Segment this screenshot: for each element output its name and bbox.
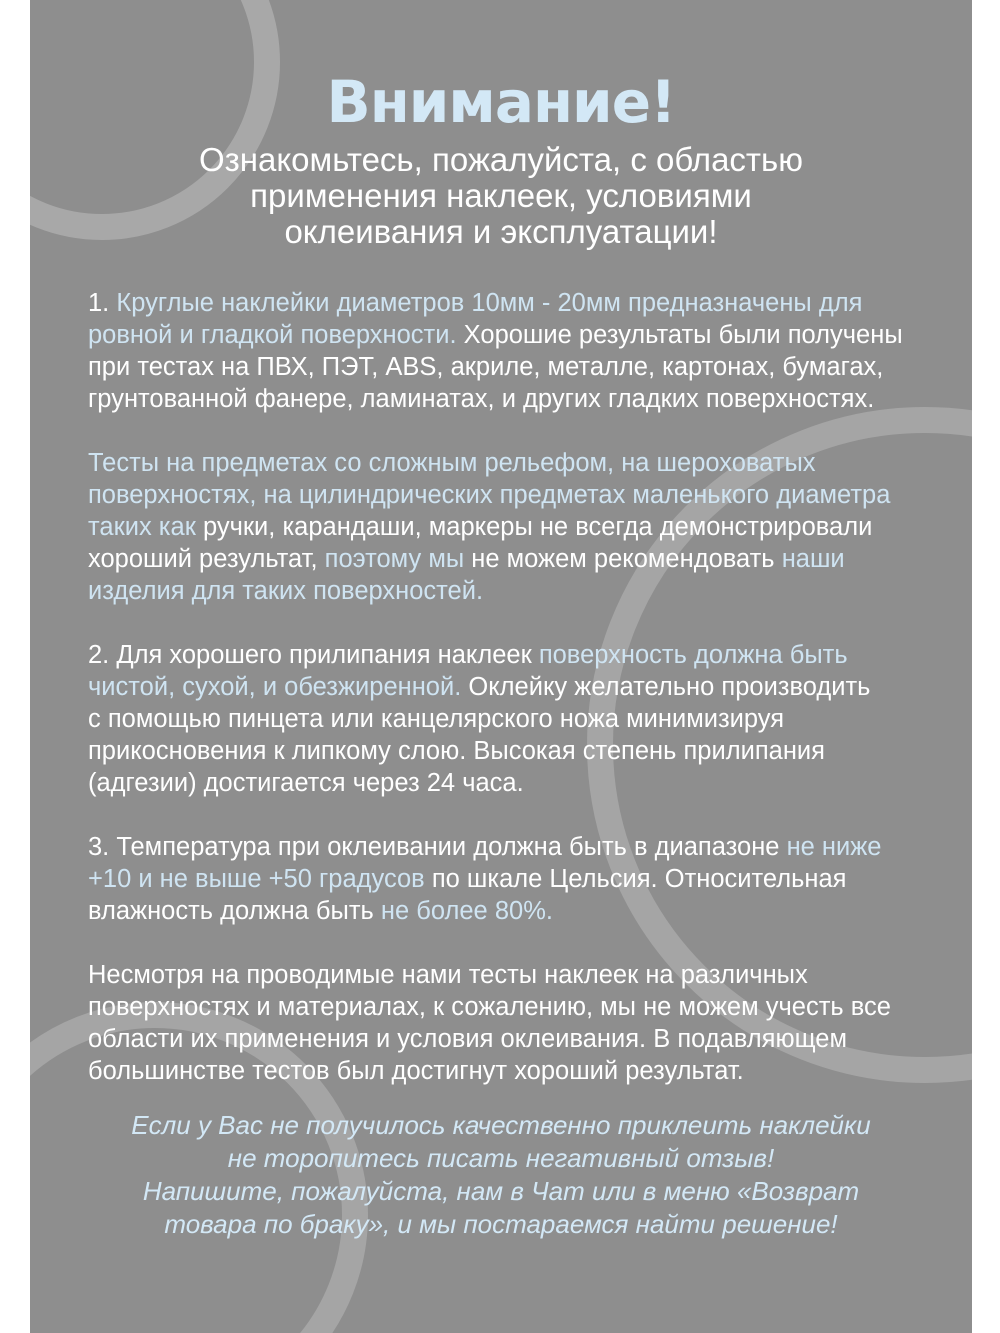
body-text: (адгезии) достигается через 24 часа.: [88, 769, 524, 797]
closing-line: товара по браку», и мы постараемся найти решение!: [164, 1209, 838, 1239]
rules-body: [88, 287, 928, 1119]
highlighted-text: не более 80%.: [380, 897, 553, 925]
paragraph-4: [88, 831, 928, 927]
paragraph-line: [88, 831, 928, 863]
paragraph-line: [88, 479, 928, 511]
body-text: не можем рекомендовать: [464, 545, 782, 573]
highlighted-text: изделия для таких поверхностей.: [88, 577, 484, 605]
paragraph-line: [88, 1023, 928, 1055]
paragraph-line: [88, 735, 928, 767]
paragraph-2: [88, 447, 928, 607]
body-text: влажность должна быть: [88, 897, 381, 925]
highlighted-text: поверхность должна быть: [538, 641, 848, 669]
paragraph-line: [88, 895, 928, 927]
paragraph-line: [88, 991, 928, 1023]
paragraph-line: [88, 319, 928, 351]
paragraph-line: [88, 543, 928, 575]
paragraph-line: [88, 511, 928, 543]
highlighted-text: наши: [781, 545, 845, 573]
paragraph-line: [88, 959, 928, 991]
body-text: большинстве тестов был достигнут хороший результат.: [88, 1057, 744, 1085]
notice-card: [30, 0, 972, 1333]
highlighted-text: чистой, сухой, и обезжиренной.: [88, 673, 462, 701]
paragraph-line: [88, 351, 928, 383]
paragraph-line: [88, 671, 928, 703]
highlighted-text: Круглые наклейки диаметров 10мм - 20мм предназначены для: [116, 289, 863, 317]
paragraph-line: [88, 447, 928, 479]
body-text: с помощью пинцета или канцелярского ножа минимизируя: [88, 705, 785, 733]
paragraph-line: [88, 1055, 928, 1087]
paragraph-1: [88, 287, 928, 415]
subtitle-line: Ознакомьтесь, пожалуйста, с областью: [199, 141, 803, 178]
body-text: 3. Температура при оклеивании должна быть в диапазоне: [88, 833, 787, 861]
closing-line: Напишите, пожалуйста, нам в Чат или в меню «Возврат: [142, 1176, 860, 1206]
paragraph-line: [88, 575, 928, 607]
subtitle-line: оклеивания и эксплуатации!: [284, 213, 718, 250]
body-text: при тестах на ПВХ, ПЭТ, ABS, акриле, металле, картонах, бумагах,: [88, 353, 884, 381]
closing-line: не торопитесь писать негативный отзыв!: [227, 1143, 775, 1173]
paragraph-3: [88, 639, 928, 799]
body-text: поверхностях и материалах, к сожалению, мы не можем учесть все: [88, 993, 891, 1021]
body-text: ручки, карандаши, маркеры не всегда демонстрировали: [195, 513, 873, 541]
paragraph-line: [88, 287, 928, 319]
paragraph-line: [88, 863, 928, 895]
paragraph-line: [88, 767, 928, 799]
highlighted-text: ровной и гладкой поверхности.: [88, 321, 457, 349]
body-text: области их применения и условия оклеивания. В подавляющем: [88, 1025, 847, 1053]
body-text: 2. Для хорошего прилипания наклеек: [88, 641, 539, 669]
closing-line: Если у Вас не получилось качественно приклеить наклейки: [131, 1110, 871, 1140]
body-text: хороший результат,: [88, 545, 325, 573]
paragraph-line: [88, 703, 928, 735]
paragraph-line: [88, 639, 928, 671]
page-title: Внимание!: [326, 68, 676, 136]
body-text: прикосновения к липкому слою. Высокая степень прилипания: [88, 737, 825, 765]
closing-note: [30, 1109, 972, 1241]
body-text: Несмотря на проводимые нами тесты наклеек на различных: [88, 961, 808, 989]
highlighted-text: поэтому мы: [324, 545, 465, 573]
paragraph-line: [88, 383, 928, 415]
highlighted-text: не ниже: [786, 833, 882, 861]
highlighted-text: поверхностях, на цилиндрических предметах маленького диаметра: [88, 481, 891, 509]
highlighted-text: таких как: [88, 513, 196, 541]
highlighted-text: Тесты на предметах со сложным рельефом, на шероховатых: [88, 449, 816, 477]
body-text: Оклейку желательно производить: [461, 673, 871, 701]
body-text: Хорошие результаты были получены: [456, 321, 903, 349]
subtitle-line: применения наклеек, условиями: [250, 177, 752, 214]
paragraph-5: [88, 959, 928, 1087]
body-text: грунтованной фанере, ламинатах, и других гладких поверхностях.: [88, 385, 875, 413]
highlighted-text: +10 и не выше +50 градусов: [88, 865, 425, 893]
body-text: 1.: [88, 289, 117, 317]
body-text: по шкале Цельсия. Относительная: [424, 865, 847, 893]
subtitle: [30, 142, 972, 250]
